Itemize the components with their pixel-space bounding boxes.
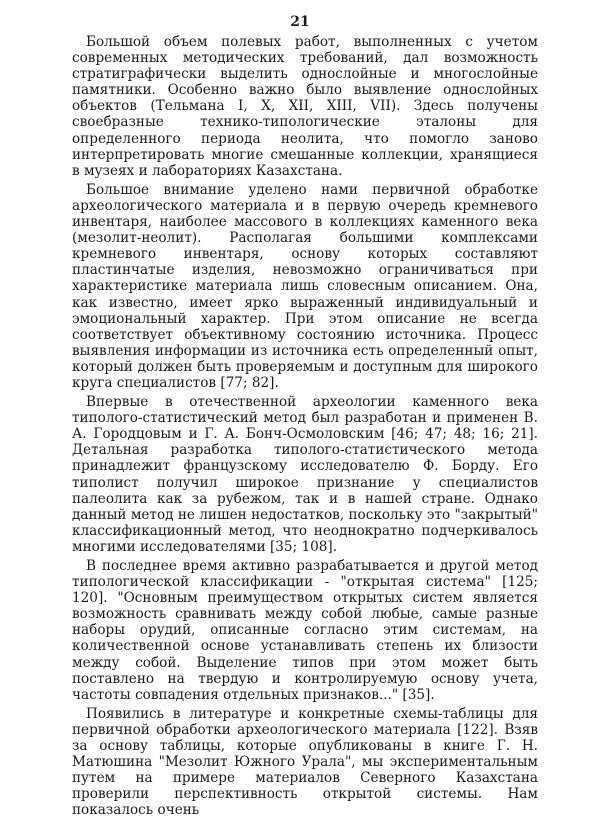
paragraph-2: Большое внимание уделено нами первичной обработке археологического материала и в первую очередь кремневого инвентаря, наиболее массового в коллекциях каменного века (мезолит-неолит). Располагая большими комплексами кремневого инвентаря, основу которых составляют пластинчатые изделия, невозможно ограничиваться при характеристике материала лишь словесным описанием. Она, как известно, имеет ярко выраженный индивидуальный и эмоциональный характер. При этом описание не всегда соответствует объективному состоянию источника. Процесс выявления информации из источника есть определенный опыт, который должен быть проверяемым и доступным для широкого круга специалистов [77; 82]. <box>72 181 538 391</box>
paragraph-1: Большой объем полевых работ, выполненных с учетом современных методических требований, дал возможность стратиграфически выделить однослойные и многослойные памятники. Особенно важно было выявление однослойных объектов (Тельмана I, X, XII, XIII, VII). Здесь получены своебразные технико-типологические эталоны для определенного периода неолита, что помогло заново интерпретировать многие смешанные коллекции, хранящиеся в музеях и лабораториях Казахстана. <box>72 34 538 179</box>
paragraph-4: В последнее время активно разрабатывается и другой метод типологической классификации - "открытая система" [125; 120]. "Основным преимуществом открытых систем является возможность сравнивать между собой любые, самые разные наборы орудий, описанные согласно этим системам, на количественной основе устанавливать степень их близости между собой. Выделение типов при этом может быть поставлено на твердую и контролируемую основу учета, частоты совпадения отдельных признаков..." [35]. <box>72 558 538 703</box>
page-number: 21 <box>290 14 310 30</box>
paragraph-5: Появились в литературе и конкретные схемы-таблицы для первичной обработки археологического материала [122]. Взяв за основу таблицы, которые опубликованы в книге Г. Н. Матюшина "Мезолит Южного Урала", мы экспериментальным путем на примере материалов Северного Казахстана проверили перспективность открытой системы. Нам показалось очень <box>72 705 538 819</box>
page-body <box>72 34 538 822</box>
paragraph-3: Впервые в отечественной археологии каменного века типолого-статистический метод был разработан и применен В. А. Городцовым и Г. А. Бонч-Осмоловским [46; 47; 48; 16; 21]. Детальная разработка типолого-статистического метода принадлежит французскому исследователю Ф. Борду. Его типолист получил широкое признание у специалистов палеолита как за рубежом, так и в нашей стране. Однако данный метод не лишен недостатков, поскольку это "закрытый" классификационный метод, что неоднократно подчеркивалось многими исследователями [35; 108]. <box>72 394 538 555</box>
